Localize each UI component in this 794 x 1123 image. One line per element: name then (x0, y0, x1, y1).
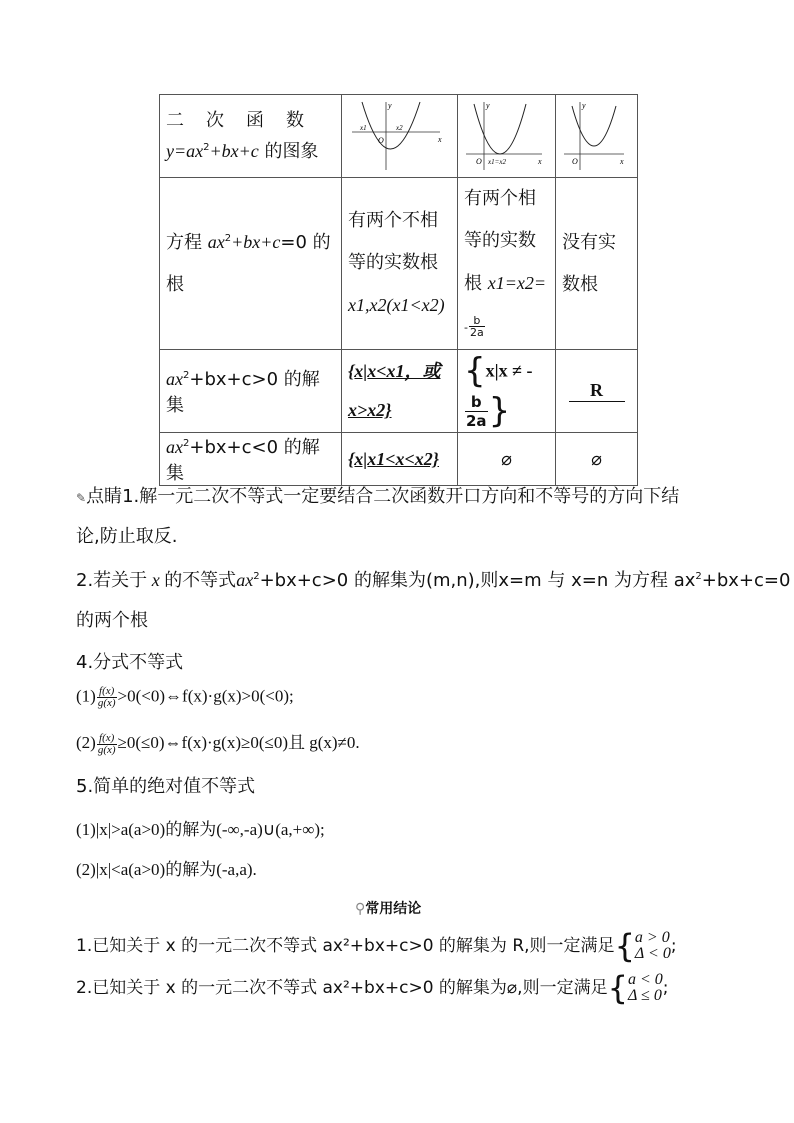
abs-rule-2: (2)|x|<a(a>0)的解为(-a,a). (76, 860, 257, 879)
roots-expr: ax (207, 232, 225, 252)
quadratic-table (159, 94, 638, 486)
f1-den: g(x) (97, 697, 116, 709)
parabola-two-roots-graph (348, 96, 448, 172)
roots-frac-num: b (469, 315, 485, 327)
roots-case1-values: x1,x2(x1<x2) (348, 295, 445, 315)
roots-frac-den: 2a (469, 325, 484, 339)
f2-pre: (2) (76, 733, 96, 752)
note1-text: 1.解一元二次不等式一定要结合二次函数开口方向和不等号的方向下结 (122, 486, 680, 507)
c2-sys1: a < 0 (627, 971, 663, 988)
roots-expr-rest: +bx+c (231, 232, 281, 252)
roots-label-a: 方程 (166, 232, 208, 253)
f2-num: f(x) (97, 733, 117, 745)
lt-case2: ⌀ (501, 448, 512, 470)
roots-case2: 有两个相等的实数根 (464, 188, 536, 294)
c1-text: 1.已知关于 x 的一元二次不等式 ax²+bx+c>0 的解集为 R,则一定满足 (76, 936, 615, 956)
cell-roots-two (342, 178, 458, 350)
gt-frac-num: b (465, 393, 488, 412)
f1-num: f(x) (97, 686, 117, 698)
parabola-curve (474, 104, 526, 154)
table-row-lt (160, 433, 638, 486)
conclusion-2: 2.已知关于 x 的一元二次不等式 ax²+bx+c>0 的解集为⌀,则一定满足{ a < 0 Δ ≤ 0 ; (76, 969, 669, 1007)
f2-den: g(x) (97, 743, 116, 756)
c1-end: ; (670, 936, 677, 956)
graph-expr-rest: +bx+c (209, 140, 259, 161)
note2-c: +bx+c>0 的解集为(m,n),则 (259, 570, 499, 591)
x-label: x (438, 134, 442, 144)
x1-label: x1 (360, 123, 367, 132)
note2-line1: 2.若关于 x 的不等式$ax^2+bx+c>0$ 的解集为(m,n),则x=m 与 x=n 为方程 $ax^2+bx+c=0$ (76, 570, 791, 591)
cell-roots-label: 方程 $ax^2+bx+c=0$ 的根 (160, 178, 342, 350)
roots-label-b: =0 的根 (166, 232, 331, 295)
cell-lt-double (458, 433, 556, 486)
lt-case1: {x|x1<x<x2} (348, 448, 440, 469)
c1-sys2: Δ < 0 (634, 945, 671, 962)
y-label: y (486, 100, 490, 110)
f1-pre: (1) (76, 686, 96, 706)
y-label: y (582, 100, 586, 110)
note1-label: 点睛 (86, 486, 123, 507)
roots-case2-values: x1=x2= (487, 273, 547, 293)
cell-roots-double: 有两个相等的实数根 x1=x2= - $\frac{b}{2a}$ (458, 178, 556, 350)
note2-a: 2.若关于 (76, 570, 148, 591)
table-row-gt (160, 350, 638, 433)
gt-expr-rest: +bx+c>0 的解集 (166, 369, 320, 416)
abs-rule-1: (1)|x|>a(a>0)的解为(-∞,-a)∪(a,+∞); (76, 820, 325, 839)
gt-expr: ax (166, 369, 183, 389)
cell-lt-two (342, 433, 458, 486)
lt-expr: ax (166, 437, 183, 457)
conclusion-title-text: 常用结论 (365, 901, 422, 917)
f1-rest: >0(<0)⇔f(x)·g(x)>0(<0); (117, 686, 294, 706)
lt-case3: ⌀ (591, 448, 602, 470)
cell-graph-no-root (556, 95, 638, 178)
parabola-no-root-graph (562, 96, 628, 172)
f2-rest: ≥0(≤0)⇔f(x)·g(x)≥0(≤0)且 g(x)≠0. (117, 733, 360, 752)
note1-line2: 论,防止取反. (76, 526, 178, 547)
graph-suffix: 的图象 (258, 140, 319, 162)
heading-fraction-inequality: 4.分式不等式 (76, 652, 184, 673)
origin-label: O (378, 135, 384, 145)
pencil-icon: ✎ (76, 491, 87, 505)
conclusion-1: 1.已知关于 x 的一元二次不等式 ax²+bx+c>0 的解集为 R,则一定满足{ a > 0 Δ < 0 ; (76, 927, 677, 965)
gt-case1-a: {x|x<x1，或 (348, 361, 441, 381)
conclusion-title (355, 898, 421, 918)
c1-sys1: a > 0 (634, 929, 670, 946)
cell-graph-two-roots (342, 95, 458, 178)
cell-gt-double: {x|x ≠ - $\frac{b}{2a}$ } (458, 350, 556, 433)
note2-b: 的不等式 (164, 570, 237, 591)
c2-text: 2.已知关于 x 的一元二次不等式 ax²+bx+c>0 的解集为⌀,则一定满足 (76, 978, 608, 998)
key-icon: ⚲ (355, 901, 366, 917)
cell-gt-none (556, 350, 638, 433)
x12-label: x1=x2 (488, 157, 506, 166)
roots-case1: 有两个不相等的实数根 (348, 210, 438, 273)
parabola-double-root-graph (464, 96, 546, 172)
table-row-graph (160, 95, 638, 178)
roots-case3: 没有实数根 (562, 231, 616, 295)
c2-sys2: Δ ≤ 0 (627, 987, 662, 1004)
origin-label: O (476, 156, 482, 166)
graph-expr: y=ax (166, 140, 204, 161)
x2-label: x2 (396, 123, 403, 132)
c2-end: ; (662, 978, 669, 998)
cell-roots-none (556, 178, 638, 350)
gt-frac-den: 2a (466, 411, 487, 430)
fraction-rule-1 (76, 686, 294, 709)
graph-label-line2: $y=ax^2+bx+c$ 的图象 (166, 140, 319, 162)
lt-expr-rest: +bx+c<0 的解集 (166, 437, 320, 484)
cell-lt-label: $ax^2+bx+c<0$ 的解集 (160, 433, 342, 486)
gt-case3: R (569, 380, 625, 402)
note1-line1 (76, 482, 679, 508)
cell-graph-label (160, 95, 342, 178)
cell-lt-none (556, 433, 638, 486)
parabola-curve (572, 106, 616, 146)
fraction-rule-2 (76, 728, 360, 756)
note2-e: +bx+c=0 (701, 570, 791, 591)
cell-graph-double-root (458, 95, 556, 178)
table-row-roots (160, 178, 638, 350)
note2-d: x=m 与 x=n 为方程 ax (498, 570, 696, 591)
graph-label-line1: 二 次 函 数 (166, 109, 306, 131)
x-label: x (538, 156, 542, 166)
x-label: x (620, 156, 624, 166)
y-label: y (388, 100, 392, 110)
heading-absolute-inequality: 5.简单的绝对值不等式 (76, 776, 256, 797)
cell-gt-two (342, 350, 458, 433)
gt-case1-b: x>x2} (348, 400, 392, 420)
note2-line2: 的两个根 (76, 610, 148, 631)
cell-gt-label: $ax^2+bx+c>0$ 的解集 (160, 350, 342, 433)
gt-case2-set: x|x ≠ - (485, 360, 533, 381)
origin-label: O (572, 156, 578, 166)
